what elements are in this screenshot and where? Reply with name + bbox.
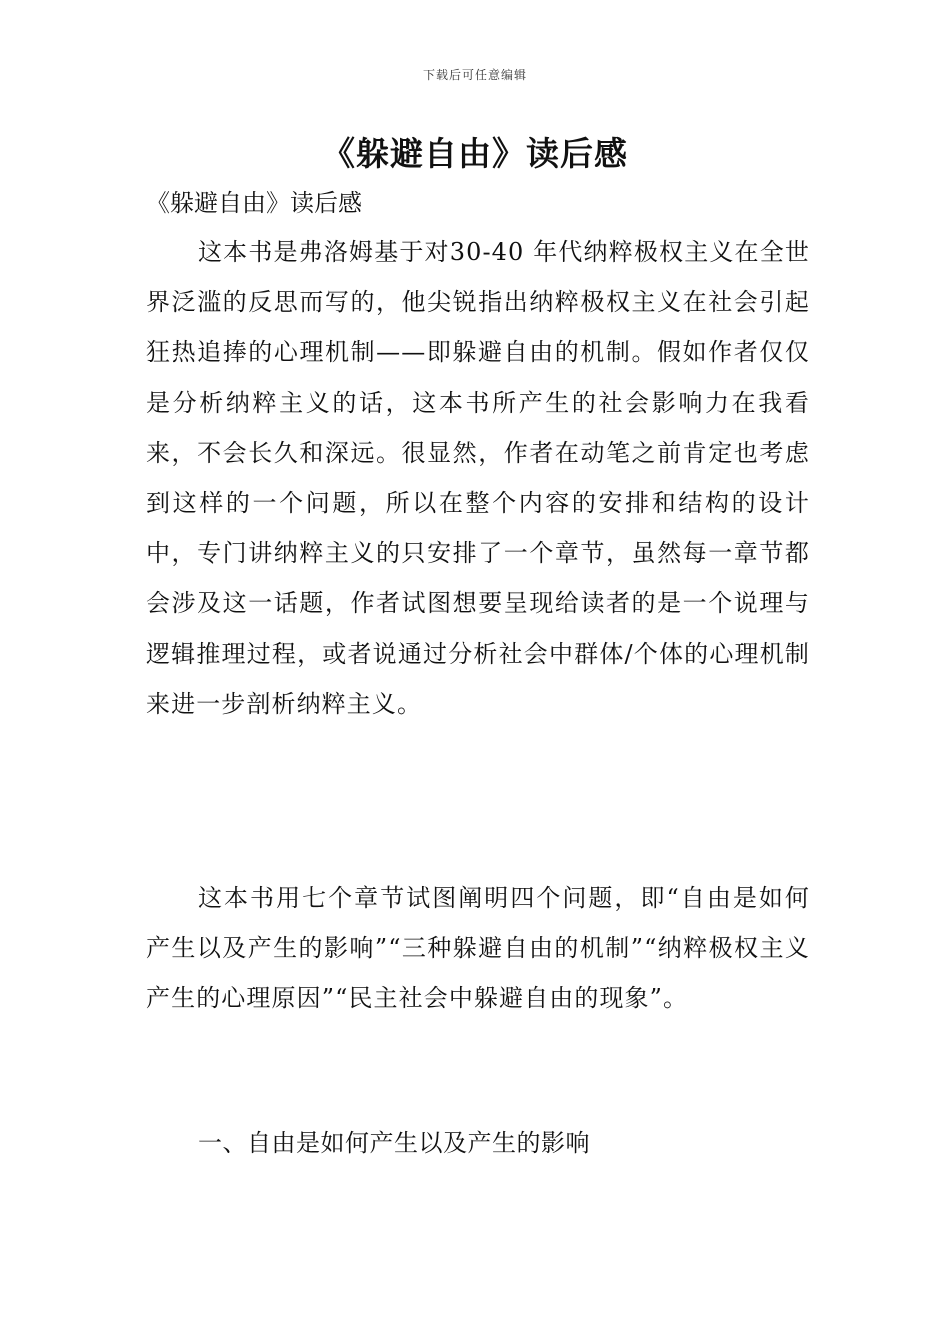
document-subtitle: 《躲避自由》读后感 [146, 189, 362, 217]
header-note: 下载后可任意编辑 [422, 68, 527, 82]
paragraph-overview: 这本书用七个章节试图阐明四个问题，即“自由是如何产生以及产生的影响”“三种躲避自由的机制”“纳粹极权主义产生的心理原因”“民主社会中躲避自由的现象”。 [146, 884, 810, 1013]
paragraph-intro: 这本书是弗洛姆基于对30-40 年代纳粹极权主义在全世界泛滥的反思而写的，他尖锐指出纳粹极权主义在社会引起狂热追捧的心理机制——即躲避自由的机制。假如作者仅仅是分析纳粹主义的话，这本书所产生的社会影响力在我看来，不会长久和深远。很显然，作者在动笔之前肯定也考虑到这样的一个问题，所以在整个内容的安排和结构的设计中，专门讲纳粹主义的只安排了一个章节，虽然每一章节都会涉及这一话题，作者试图想要呈现给读者的是一个说理与逻辑推理过程，或者说通过分析社会中群体/个体的心理机制来进一步剖析纳粹主义。 [146, 238, 810, 718]
section-heading: 一、自由是如何产生以及产生的影响 [198, 1129, 590, 1157]
document-title: 《躲避自由》读后感 [322, 134, 628, 173]
